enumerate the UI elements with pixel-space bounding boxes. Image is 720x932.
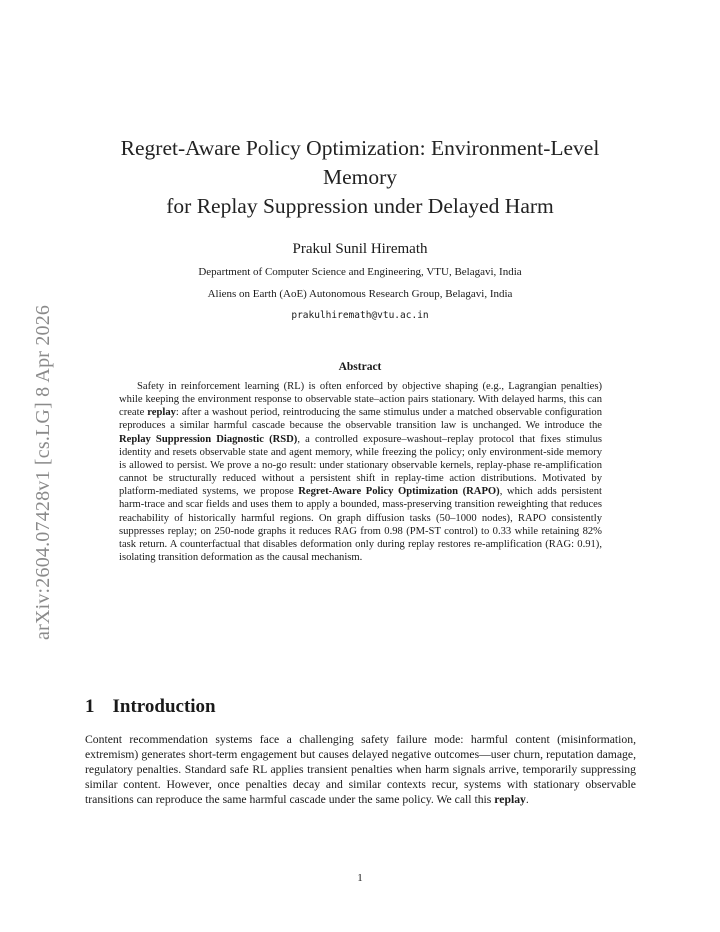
author-name: Prakul Sunil Hiremath [292,241,428,257]
abstract-part-1: Safety in reinforcement learning (RL) is often enforced by objective shaping (e.g., Lagrangian penalties) while keeping the environment response to observable state–action pairs stationary. With delayed harms, this can create [119,381,602,419]
title-line-2: Memory [322,165,398,189]
affiliation-2: Aliens on Earth (AoE) Autonomous Research Group, Belagavi, India [207,288,513,300]
abstract-part-2: : after a washout period, reintroducing the same stimulus under a matched observable configuration reproduces a similar harmful cascade because the observable transition law is unchanged. We introduce the [119,407,602,432]
intro-paragraph [85,733,636,808]
section-title: Introduction [112,696,216,717]
abstract-bold-rapo: Regret-Aware Policy Optimization (RAPO) [298,486,500,498]
intro-part-2: . [525,792,529,806]
abstract-text [119,380,602,564]
section-number: 1 [85,696,95,717]
author-email[interactable]: prakulhiremath@vtu.ac.in [291,310,429,321]
section-heading [85,696,216,718]
abstract-heading: Abstract [338,361,382,373]
title-line-1: Regret-Aware Policy Optimization: Environment-Level [120,136,600,160]
intro-part-1: Content recommendation systems face a challenging safety failure mode: harmful content (misinformation, extremism) generates short-term engagement but causes delayed negative outcomes—user churn, reputation damage, regulatory penalties. Standard safe RL applies transient penalties when harm signals arrive, temporarily suppressing similar content. However, once penalties decay and similar contexts recur, systems with stationary observable transitions can reproduce the same harmful cascade under the same policy. We call this [85,733,636,806]
paper-title [60,134,660,221]
abstract-bold-rsd: Replay Suppression Diagnostic (RSD) [119,433,298,445]
affiliation-1: Department of Computer Science and Engineering, VTU, Belagavi, India [198,266,522,278]
page-number: 1 [357,872,363,884]
intro-bold-replay: replay [494,792,526,806]
title-line-3: for Replay Suppression under Delayed Harm [166,194,554,218]
abstract-part-4: , which adds persistent harm-trace and scar fields and uses them to apply a bounded, mass-preserving transition reweighting that reduces reachability of historically harmful regions. On graph diffusion tasks (50–1000 nodes), RAPO consistently suppresses replay; on 250-node graphs it reduces RAG from 0.98 (PM-ST control) to 0.33 while retaining 82% task return. A counterfactual that disables deformation only during replay restores re-amplification (RAG: 0.91), isolating transition deformation as the causal mechanism. [119,486,602,564]
abstract-bold-replay: replay [147,407,176,419]
arxiv-identifier[interactable]: arXiv:2604.07428v1 [cs.LG] 8 Apr 2026 [32,304,54,640]
abstract-part-3: , a controlled exposure–washout–replay protocol that fixes stimulus identity and resets observable state and agent memory, while freezing the policy; only environment-side memory is allowed to persist. We prove a no-go result: under stationary observable kernels, replay-phase re-amplification cannot be structurally reduced without a persistent shift in replay-time action distributions. Motivated by platform-mediated systems, we propose [119,433,602,498]
